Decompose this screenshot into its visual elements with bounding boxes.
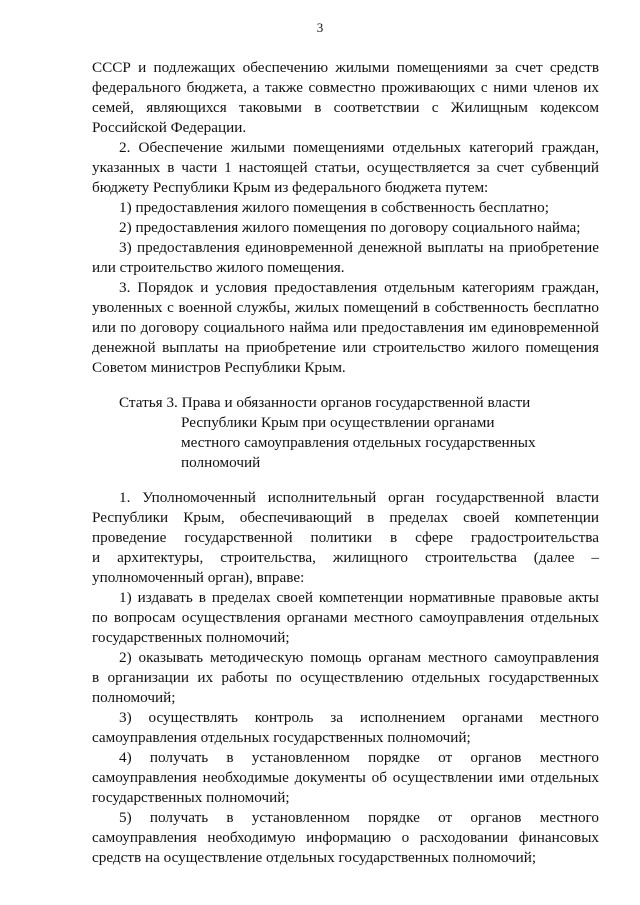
text-line: самоуправления необходимые документы об осуществлении ими отдельных xyxy=(92,769,599,786)
text-line: 5) получать в установленном порядке от органов местного xyxy=(119,809,599,826)
article-heading-line: полномочий xyxy=(181,454,261,471)
text-line: бюджету Республики Крым из федерального бюджета путем: xyxy=(92,179,489,196)
text-line: в организации их работы по осуществлению отдельных государственных xyxy=(92,669,599,686)
text-line: и архитектуры, строительства, жилищного строительства (далее – xyxy=(92,549,599,566)
text-line: Советом министров Республики Крым. xyxy=(92,359,346,376)
text-line: средств на осуществление отдельных государственных полномочий; xyxy=(92,849,537,866)
text-line: 1) предоставления жилого помещения в собственность бесплатно; xyxy=(119,199,549,216)
text-line: 3) осуществлять контроль за исполнением органами местного xyxy=(119,709,599,726)
text-line: 1. Уполномоченный исполнительный орган государственной власти xyxy=(119,489,599,506)
text-line: 2) оказывать методическую помощь органам местного самоуправления xyxy=(119,649,599,666)
text-line: Российской Федерации. xyxy=(92,119,247,136)
text-line: или по договору социального найма или предоставления им единовременной xyxy=(92,319,599,336)
text-line: государственных полномочий; xyxy=(92,629,290,646)
article-heading-line: Статья 3. Права и обязанности органов государственной власти xyxy=(119,394,531,411)
text-line: 2) предоставления жилого помещения по договору социального найма; xyxy=(119,219,581,236)
text-line: денежной выплаты на приобретение или строительство жилого помещения xyxy=(92,339,599,356)
text-line: 4) получать в установленном порядке от органов местного xyxy=(119,749,599,766)
text-line: полномочий; xyxy=(92,689,176,706)
text-line: СССР и подлежащих обеспечению жилыми помещениями за счет средств xyxy=(92,59,599,76)
text-line: уполномоченный орган), вправе: xyxy=(92,569,305,586)
text-line: самоуправления необходимую информацию о расходовании финансовых xyxy=(92,829,599,846)
article-heading-line: Республики Крым при осуществлении органами xyxy=(181,414,495,431)
page-number: 3 xyxy=(316,20,324,35)
text-line: 1) издавать в пределах своей компетенции нормативные правовые акты xyxy=(119,589,599,606)
text-line: Республики Крым, обеспечивающий в пределах своей компетенции xyxy=(92,509,599,526)
text-line: уволенных с военной службы, жилых помещений в собственность бесплатно xyxy=(92,299,599,316)
text-line: самоуправления отдельных государственных полномочий; xyxy=(92,729,471,746)
text-line: или строительство жилого помещения. xyxy=(92,259,345,276)
text-line: федерального бюджета, а также совместно проживающих с ними членов их xyxy=(92,79,599,96)
text-line: 2. Обеспечение жилыми помещениями отдельных категорий граждан, xyxy=(119,139,599,156)
text-line: проведение государственной политики в сфере градостроительства xyxy=(92,529,599,546)
text-line: государственных полномочий; xyxy=(92,789,290,806)
text-line: указанных в части 1 настоящей статьи, осуществляется за счет субвенций xyxy=(92,159,599,176)
article-heading-line: местного самоуправления отдельных государственных xyxy=(181,434,536,451)
text-line: 3. Порядок и условия предоставления отдельным категориям граждан, xyxy=(119,279,599,296)
text-line: семей, являющихся таковыми в соответствии с Жилищным кодексом xyxy=(92,99,599,116)
text-line: 3) предоставления единовременной денежной выплаты на приобретение xyxy=(119,239,599,256)
text-line: по вопросам осуществления органами местного самоуправления отдельных xyxy=(92,609,599,626)
